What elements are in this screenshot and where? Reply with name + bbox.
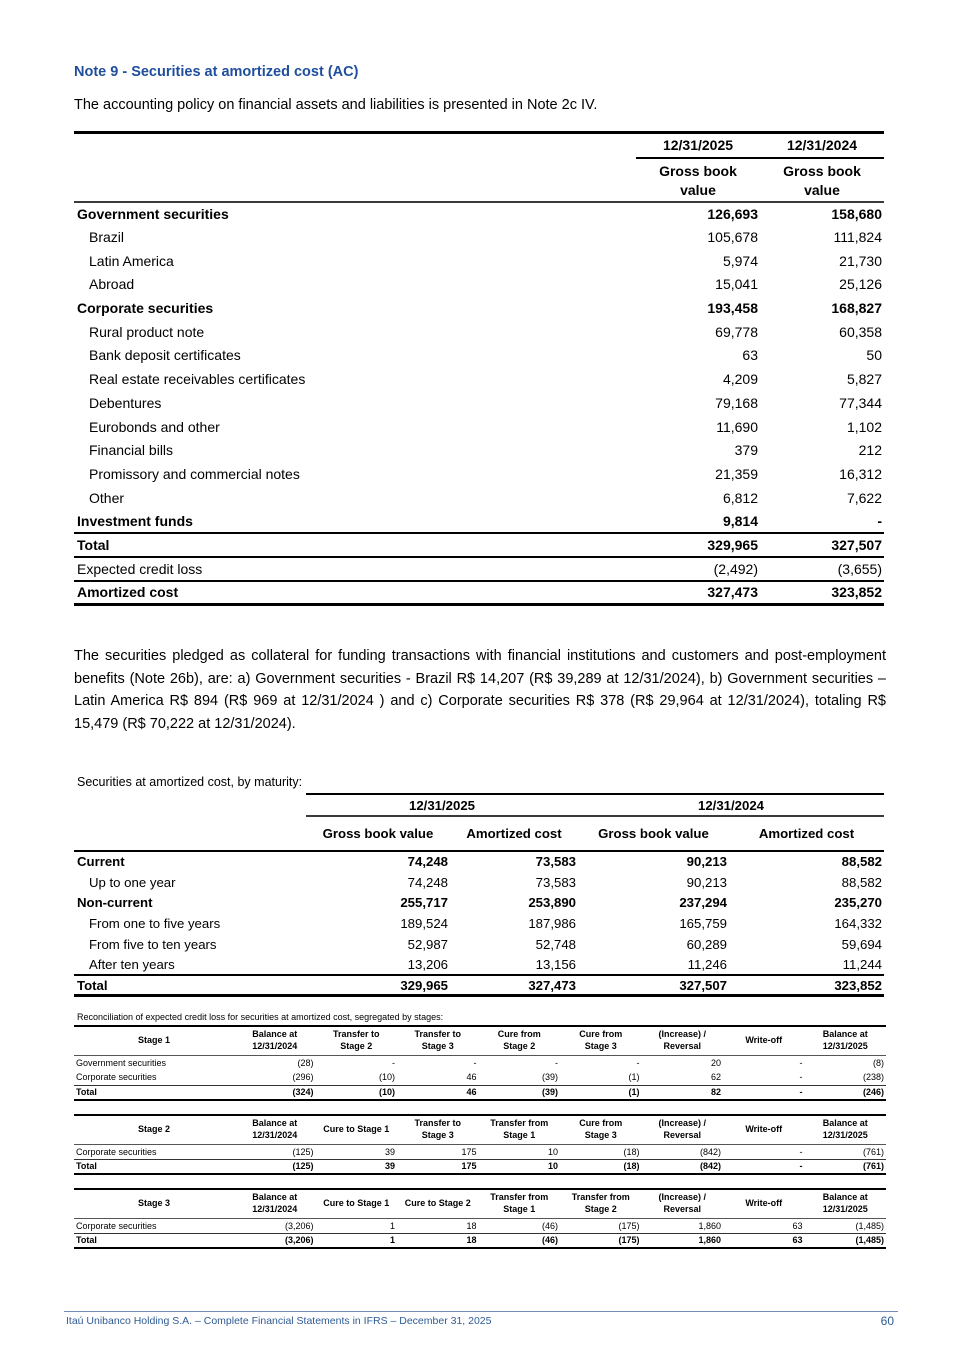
value-2024: 158,680 bbox=[831, 205, 882, 222]
cell-value: 88,582 bbox=[841, 874, 882, 890]
cell-value: - bbox=[723, 1085, 805, 1100]
value-2025: 105,678 bbox=[707, 229, 758, 246]
cell-value: 90,213 bbox=[686, 874, 727, 890]
table-row bbox=[74, 320, 884, 344]
value-2024: 1,102 bbox=[846, 418, 882, 435]
table-row bbox=[74, 225, 884, 249]
cell-value: 63 bbox=[792, 1220, 803, 1231]
column-header: Transfer to Stage 2 bbox=[316, 1026, 398, 1055]
cell-value: (28) bbox=[297, 1057, 314, 1068]
cell-value: 175 bbox=[461, 1146, 477, 1157]
cell-value: (125) bbox=[292, 1146, 314, 1157]
row-label: Latin America bbox=[89, 252, 174, 269]
value-2024: - bbox=[877, 512, 882, 529]
value-2025: 11,690 bbox=[716, 418, 758, 435]
cell-value: (1,485) bbox=[855, 1220, 884, 1231]
table-row bbox=[74, 954, 884, 975]
column-header: Cure to Stage 1 bbox=[316, 1115, 398, 1144]
cell-value: 237,294 bbox=[679, 895, 727, 911]
row-label: Amortized cost bbox=[74, 581, 636, 605]
cell-value: (46) bbox=[541, 1220, 558, 1231]
table-row bbox=[74, 975, 884, 996]
cell-value: (10) bbox=[378, 1072, 395, 1083]
cell-value: 60,289 bbox=[686, 936, 727, 952]
row-label: After ten years bbox=[89, 956, 175, 972]
cell-value: 63 bbox=[723, 1233, 805, 1248]
column-header: Transfer from Stage 1 bbox=[479, 1189, 561, 1218]
cell-value: (842) bbox=[642, 1159, 724, 1174]
cell-value: 329,965 bbox=[306, 975, 450, 996]
cell-value: (324) bbox=[234, 1085, 316, 1100]
value-2025: 21,359 bbox=[715, 465, 758, 482]
cell-value: 20 bbox=[710, 1057, 721, 1068]
table-row bbox=[74, 1144, 886, 1159]
value-2024: 60,358 bbox=[839, 323, 882, 340]
cell-value: (125) bbox=[234, 1159, 316, 1174]
column-header: Cure from Stage 2 bbox=[479, 1026, 561, 1055]
table-row bbox=[74, 557, 884, 581]
value-2025: 126,693 bbox=[707, 205, 758, 222]
header-empty bbox=[74, 158, 636, 202]
cell-value: (238) bbox=[862, 1072, 884, 1083]
cell-value: 165,759 bbox=[679, 915, 727, 931]
maturity-table-caption: Securities at amortized cost, by maturity: bbox=[77, 775, 303, 789]
table-row bbox=[74, 581, 884, 605]
row-label: Debentures bbox=[89, 394, 162, 411]
column-header: Balance at 12/31/2025 bbox=[805, 1026, 887, 1055]
cell-value: (8) bbox=[873, 1057, 884, 1068]
column-header: Write-off bbox=[723, 1026, 805, 1055]
cell-value: (46) bbox=[479, 1233, 561, 1248]
cell-value: (761) bbox=[805, 1159, 887, 1174]
row-label: Total bbox=[74, 1233, 234, 1248]
row-label: Abroad bbox=[89, 276, 135, 293]
reconciliation-caption: Reconciliation of expected credit loss for securities at amortized cost, segregated by stages: bbox=[77, 1012, 444, 1022]
total-row bbox=[74, 1085, 886, 1100]
cell-value: 1 bbox=[389, 1220, 395, 1231]
column-gross-book-value-2024: Gross book value bbox=[760, 158, 884, 202]
value-2025: 6,812 bbox=[722, 489, 758, 506]
value-2025: 69,778 bbox=[715, 323, 758, 340]
stage-label: Stage 2 bbox=[74, 1115, 234, 1144]
cell-value: (3,206) bbox=[234, 1233, 316, 1248]
row-label: From five to ten years bbox=[89, 936, 217, 952]
table-row bbox=[74, 1218, 886, 1233]
row-label: Eurobonds and other bbox=[89, 418, 220, 435]
cell-value: 187,986 bbox=[528, 915, 576, 931]
cell-value: 10 bbox=[547, 1146, 558, 1157]
cell-value: 46 bbox=[466, 1072, 477, 1083]
row-label: Expected credit loss bbox=[74, 557, 636, 581]
table-row bbox=[74, 367, 884, 391]
value-2024: (3,655) bbox=[760, 557, 884, 581]
column-header: Gross book value bbox=[306, 816, 450, 851]
column-header: Amortized cost bbox=[729, 816, 884, 851]
cell-value: (18) bbox=[560, 1159, 642, 1174]
table-row bbox=[74, 851, 884, 872]
cell-value: 39 bbox=[316, 1159, 398, 1174]
table-row bbox=[74, 892, 884, 913]
column-header: Write-off bbox=[723, 1189, 805, 1218]
row-label: Total bbox=[74, 533, 636, 557]
row-label: Total bbox=[74, 975, 306, 996]
cell-value: 62 bbox=[710, 1072, 721, 1083]
cell-value: 164,332 bbox=[834, 915, 882, 931]
value-2024: 25,126 bbox=[839, 276, 882, 293]
table-row bbox=[74, 438, 884, 462]
securities-by-type-table bbox=[74, 131, 884, 606]
cell-value: (10) bbox=[316, 1085, 398, 1100]
table-row bbox=[74, 1055, 886, 1070]
column-header: Balance at 12/31/2024 bbox=[234, 1189, 316, 1218]
column-header: Transfer to Stage 3 bbox=[397, 1026, 479, 1055]
value-2024: 212 bbox=[858, 442, 882, 459]
cell-value: 52,987 bbox=[407, 936, 448, 952]
row-label: Brazil bbox=[89, 229, 125, 246]
cell-value: 39 bbox=[384, 1146, 395, 1157]
column-header: Cure to Stage 1 bbox=[316, 1189, 398, 1218]
cell-value: 13,206 bbox=[407, 956, 448, 972]
cell-value: (1,485) bbox=[805, 1233, 887, 1248]
column-header: Balance at 12/31/2024 bbox=[234, 1026, 316, 1055]
cell-value: 323,852 bbox=[729, 975, 884, 996]
cell-value: - bbox=[723, 1159, 805, 1174]
cell-value: (246) bbox=[805, 1085, 887, 1100]
value-2025: 379 bbox=[734, 442, 758, 459]
cell-value: (761) bbox=[862, 1146, 884, 1157]
value-2024: 77,344 bbox=[839, 394, 882, 411]
table-row bbox=[74, 934, 884, 955]
value-2024: 327,507 bbox=[760, 533, 884, 557]
row-label: Bank deposit certificates bbox=[89, 347, 241, 364]
row-label: Real estate receivables certificates bbox=[89, 371, 306, 388]
table-row bbox=[74, 202, 884, 226]
cell-value: (18) bbox=[623, 1146, 640, 1157]
cell-value: (3,206) bbox=[284, 1220, 314, 1231]
value-2025: 63 bbox=[742, 347, 758, 364]
stage2-table bbox=[74, 1114, 886, 1175]
value-2025: (2,492) bbox=[636, 557, 760, 581]
cell-value: 90,213 bbox=[686, 854, 727, 870]
row-label: Corporate securities bbox=[76, 1072, 157, 1083]
cell-value: 74,248 bbox=[407, 854, 448, 870]
table-row bbox=[74, 249, 884, 273]
column-header: Amortized cost bbox=[450, 816, 578, 851]
value-2025: 9,814 bbox=[722, 512, 758, 529]
table-row bbox=[74, 913, 884, 934]
column-header: (Increase) / Reversal bbox=[642, 1115, 724, 1144]
cell-value: 11,246 bbox=[687, 956, 727, 972]
column-header: Write-off bbox=[723, 1115, 805, 1144]
cell-value: 253,890 bbox=[528, 895, 576, 911]
table-row bbox=[74, 415, 884, 439]
row-label: Corporate securities bbox=[76, 1146, 157, 1157]
cell-value: (175) bbox=[560, 1233, 642, 1248]
header-row bbox=[74, 1026, 886, 1055]
column-header: Gross book value bbox=[578, 816, 729, 851]
column-header: Balance at 12/31/2025 bbox=[805, 1115, 887, 1144]
footer-divider bbox=[64, 1311, 898, 1312]
value-2025: 4,209 bbox=[722, 371, 758, 388]
header-row bbox=[74, 1189, 886, 1218]
value-2025: 193,458 bbox=[707, 300, 758, 317]
column-header: Balance at 12/31/2024 bbox=[234, 1115, 316, 1144]
column-date-2025: 12/31/2025 bbox=[636, 133, 760, 158]
column-header: (Increase) / Reversal bbox=[642, 1189, 724, 1218]
cell-value: - bbox=[392, 1057, 395, 1068]
value-2024: 111,824 bbox=[833, 229, 882, 246]
cell-value: - bbox=[636, 1057, 640, 1068]
column-header: Transfer from Stage 1 bbox=[479, 1115, 561, 1144]
cell-value: - bbox=[555, 1057, 558, 1068]
table-row bbox=[74, 509, 884, 533]
cell-value: (39) bbox=[479, 1085, 561, 1100]
column-date-2024: 12/31/2024 bbox=[578, 794, 884, 816]
header-empty bbox=[74, 794, 306, 816]
column-date-2025: 12/31/2025 bbox=[306, 794, 578, 816]
value-2025: 79,168 bbox=[715, 394, 758, 411]
row-label: Government securities bbox=[76, 1057, 167, 1068]
row-label: Financial bills bbox=[89, 442, 174, 459]
row-label: Investment funds bbox=[77, 512, 193, 529]
table-row bbox=[74, 344, 884, 368]
cell-value: 10 bbox=[479, 1159, 561, 1174]
table-row bbox=[74, 296, 884, 320]
row-label: Total bbox=[74, 1085, 234, 1100]
row-label: Total bbox=[74, 1159, 234, 1174]
cell-value: 327,507 bbox=[578, 975, 729, 996]
cell-value: - bbox=[799, 1057, 803, 1068]
column-header: Balance at 12/31/2025 bbox=[805, 1189, 887, 1218]
cell-value: 327,473 bbox=[450, 975, 578, 996]
cell-value: (175) bbox=[618, 1220, 640, 1231]
cell-value: (296) bbox=[292, 1072, 314, 1083]
row-label: Promissory and commercial notes bbox=[89, 465, 300, 482]
value-2024: 50 bbox=[866, 347, 882, 364]
table-row bbox=[74, 486, 884, 510]
table-row bbox=[74, 462, 884, 486]
column-header: Cure from Stage 3 bbox=[560, 1115, 642, 1144]
value-2025: 5,974 bbox=[722, 252, 758, 269]
column-header: Transfer from Stage 2 bbox=[560, 1189, 642, 1218]
stage1-table bbox=[74, 1025, 886, 1101]
intro-text: The accounting policy on financial assets and liabilities is presented in Note 2c IV. bbox=[74, 97, 598, 113]
value-2024: 5,827 bbox=[846, 371, 882, 388]
cell-value: 18 bbox=[397, 1233, 479, 1248]
table-row bbox=[74, 533, 884, 557]
column-gross-book-value-2025: Gross book value bbox=[636, 158, 760, 202]
cell-value: 52,748 bbox=[535, 936, 576, 952]
cell-value: (39) bbox=[541, 1072, 558, 1083]
cell-value: 189,524 bbox=[400, 915, 448, 931]
maturity-table bbox=[74, 793, 884, 997]
cell-value: 13,156 bbox=[535, 956, 576, 972]
value-2025: 327,473 bbox=[636, 581, 760, 605]
row-label: Corporate securities bbox=[76, 1220, 157, 1231]
row-label: Non-current bbox=[77, 895, 153, 911]
note-title: Note 9 - Securities at amortized cost (AC) bbox=[74, 64, 359, 80]
value-2024: 168,827 bbox=[831, 300, 882, 317]
column-header: Cure from Stage 3 bbox=[560, 1026, 642, 1055]
total-row bbox=[74, 1233, 886, 1248]
total-row bbox=[74, 1159, 886, 1174]
cell-value: 11,244 bbox=[842, 956, 882, 972]
header-row bbox=[74, 1115, 886, 1144]
value-2024: 16,312 bbox=[839, 465, 882, 482]
row-label: Up to one year bbox=[89, 874, 176, 890]
cell-value: (1) bbox=[628, 1072, 640, 1083]
value-2024: 7,622 bbox=[846, 489, 882, 506]
column-date-2024: 12/31/2024 bbox=[760, 133, 884, 158]
column-header: (Increase) / Reversal bbox=[642, 1026, 724, 1055]
row-label: Government securities bbox=[77, 205, 229, 222]
cell-value: 46 bbox=[397, 1085, 479, 1100]
cell-value: 73,583 bbox=[535, 854, 576, 870]
cell-value: 59,694 bbox=[841, 936, 882, 952]
value-2025: 329,965 bbox=[636, 533, 760, 557]
cell-value: 175 bbox=[397, 1159, 479, 1174]
table-row bbox=[74, 273, 884, 297]
column-header: Transfer to Stage 3 bbox=[397, 1115, 479, 1144]
column-header: Cure to Stage 2 bbox=[397, 1189, 479, 1218]
stage-label: Stage 1 bbox=[74, 1026, 234, 1055]
collateral-paragraph: The securities pledged as collateral for funding transactions with financial institutions and customers and post-employment benefits (Note 26b), are: a) Government securities - Brazil R$ 14,207 (R$ 39,289 at 12/31/2024), b) Government securities – Latin America R$ 894 (R$ 969 at 12/31/2024 ) and c) Corporate securities R$ 378 (R$ 29,964 at 12/31/2024), totaling R$ 15,479 (R$ 70,222 at 12/31/2024). bbox=[74, 648, 886, 732]
cell-value: 74,248 bbox=[407, 874, 448, 890]
value-2025: 15,041 bbox=[715, 276, 758, 293]
value-2024: 323,852 bbox=[760, 581, 884, 605]
row-label: Rural product note bbox=[89, 323, 205, 340]
cell-value: (842) bbox=[699, 1146, 721, 1157]
stage3-table bbox=[74, 1188, 886, 1249]
row-label: Corporate securities bbox=[77, 300, 214, 317]
cell-value: (1) bbox=[560, 1085, 642, 1100]
header-empty bbox=[74, 816, 306, 851]
value-2024: 21,730 bbox=[839, 252, 882, 269]
cell-value: 88,582 bbox=[841, 854, 882, 870]
cell-value: 235,270 bbox=[834, 895, 882, 911]
cell-value: - bbox=[799, 1146, 803, 1157]
cell-value: - bbox=[799, 1072, 803, 1083]
cell-value: 18 bbox=[466, 1220, 477, 1231]
table-row bbox=[74, 1070, 886, 1085]
row-label: From one to five years bbox=[89, 915, 221, 931]
page-number: 60 bbox=[880, 1314, 894, 1328]
cell-value: 1,860 bbox=[642, 1233, 724, 1248]
cell-value: 73,583 bbox=[535, 874, 576, 890]
footer-text: Itaú Unibanco Holding S.A. – Complete Financial Statements in IFRS – December 31, 2025 bbox=[66, 1315, 492, 1327]
cell-value: 82 bbox=[642, 1085, 724, 1100]
table-row bbox=[74, 391, 884, 415]
cell-value: 255,717 bbox=[400, 895, 448, 911]
cell-value: 1 bbox=[316, 1233, 398, 1248]
table-row bbox=[74, 872, 884, 893]
row-label: Current bbox=[77, 854, 125, 870]
stage-label: Stage 3 bbox=[74, 1189, 234, 1218]
cell-value: 1,860 bbox=[698, 1220, 721, 1231]
header-empty bbox=[74, 133, 636, 158]
row-label: Other bbox=[89, 489, 125, 506]
cell-value: - bbox=[473, 1057, 477, 1068]
